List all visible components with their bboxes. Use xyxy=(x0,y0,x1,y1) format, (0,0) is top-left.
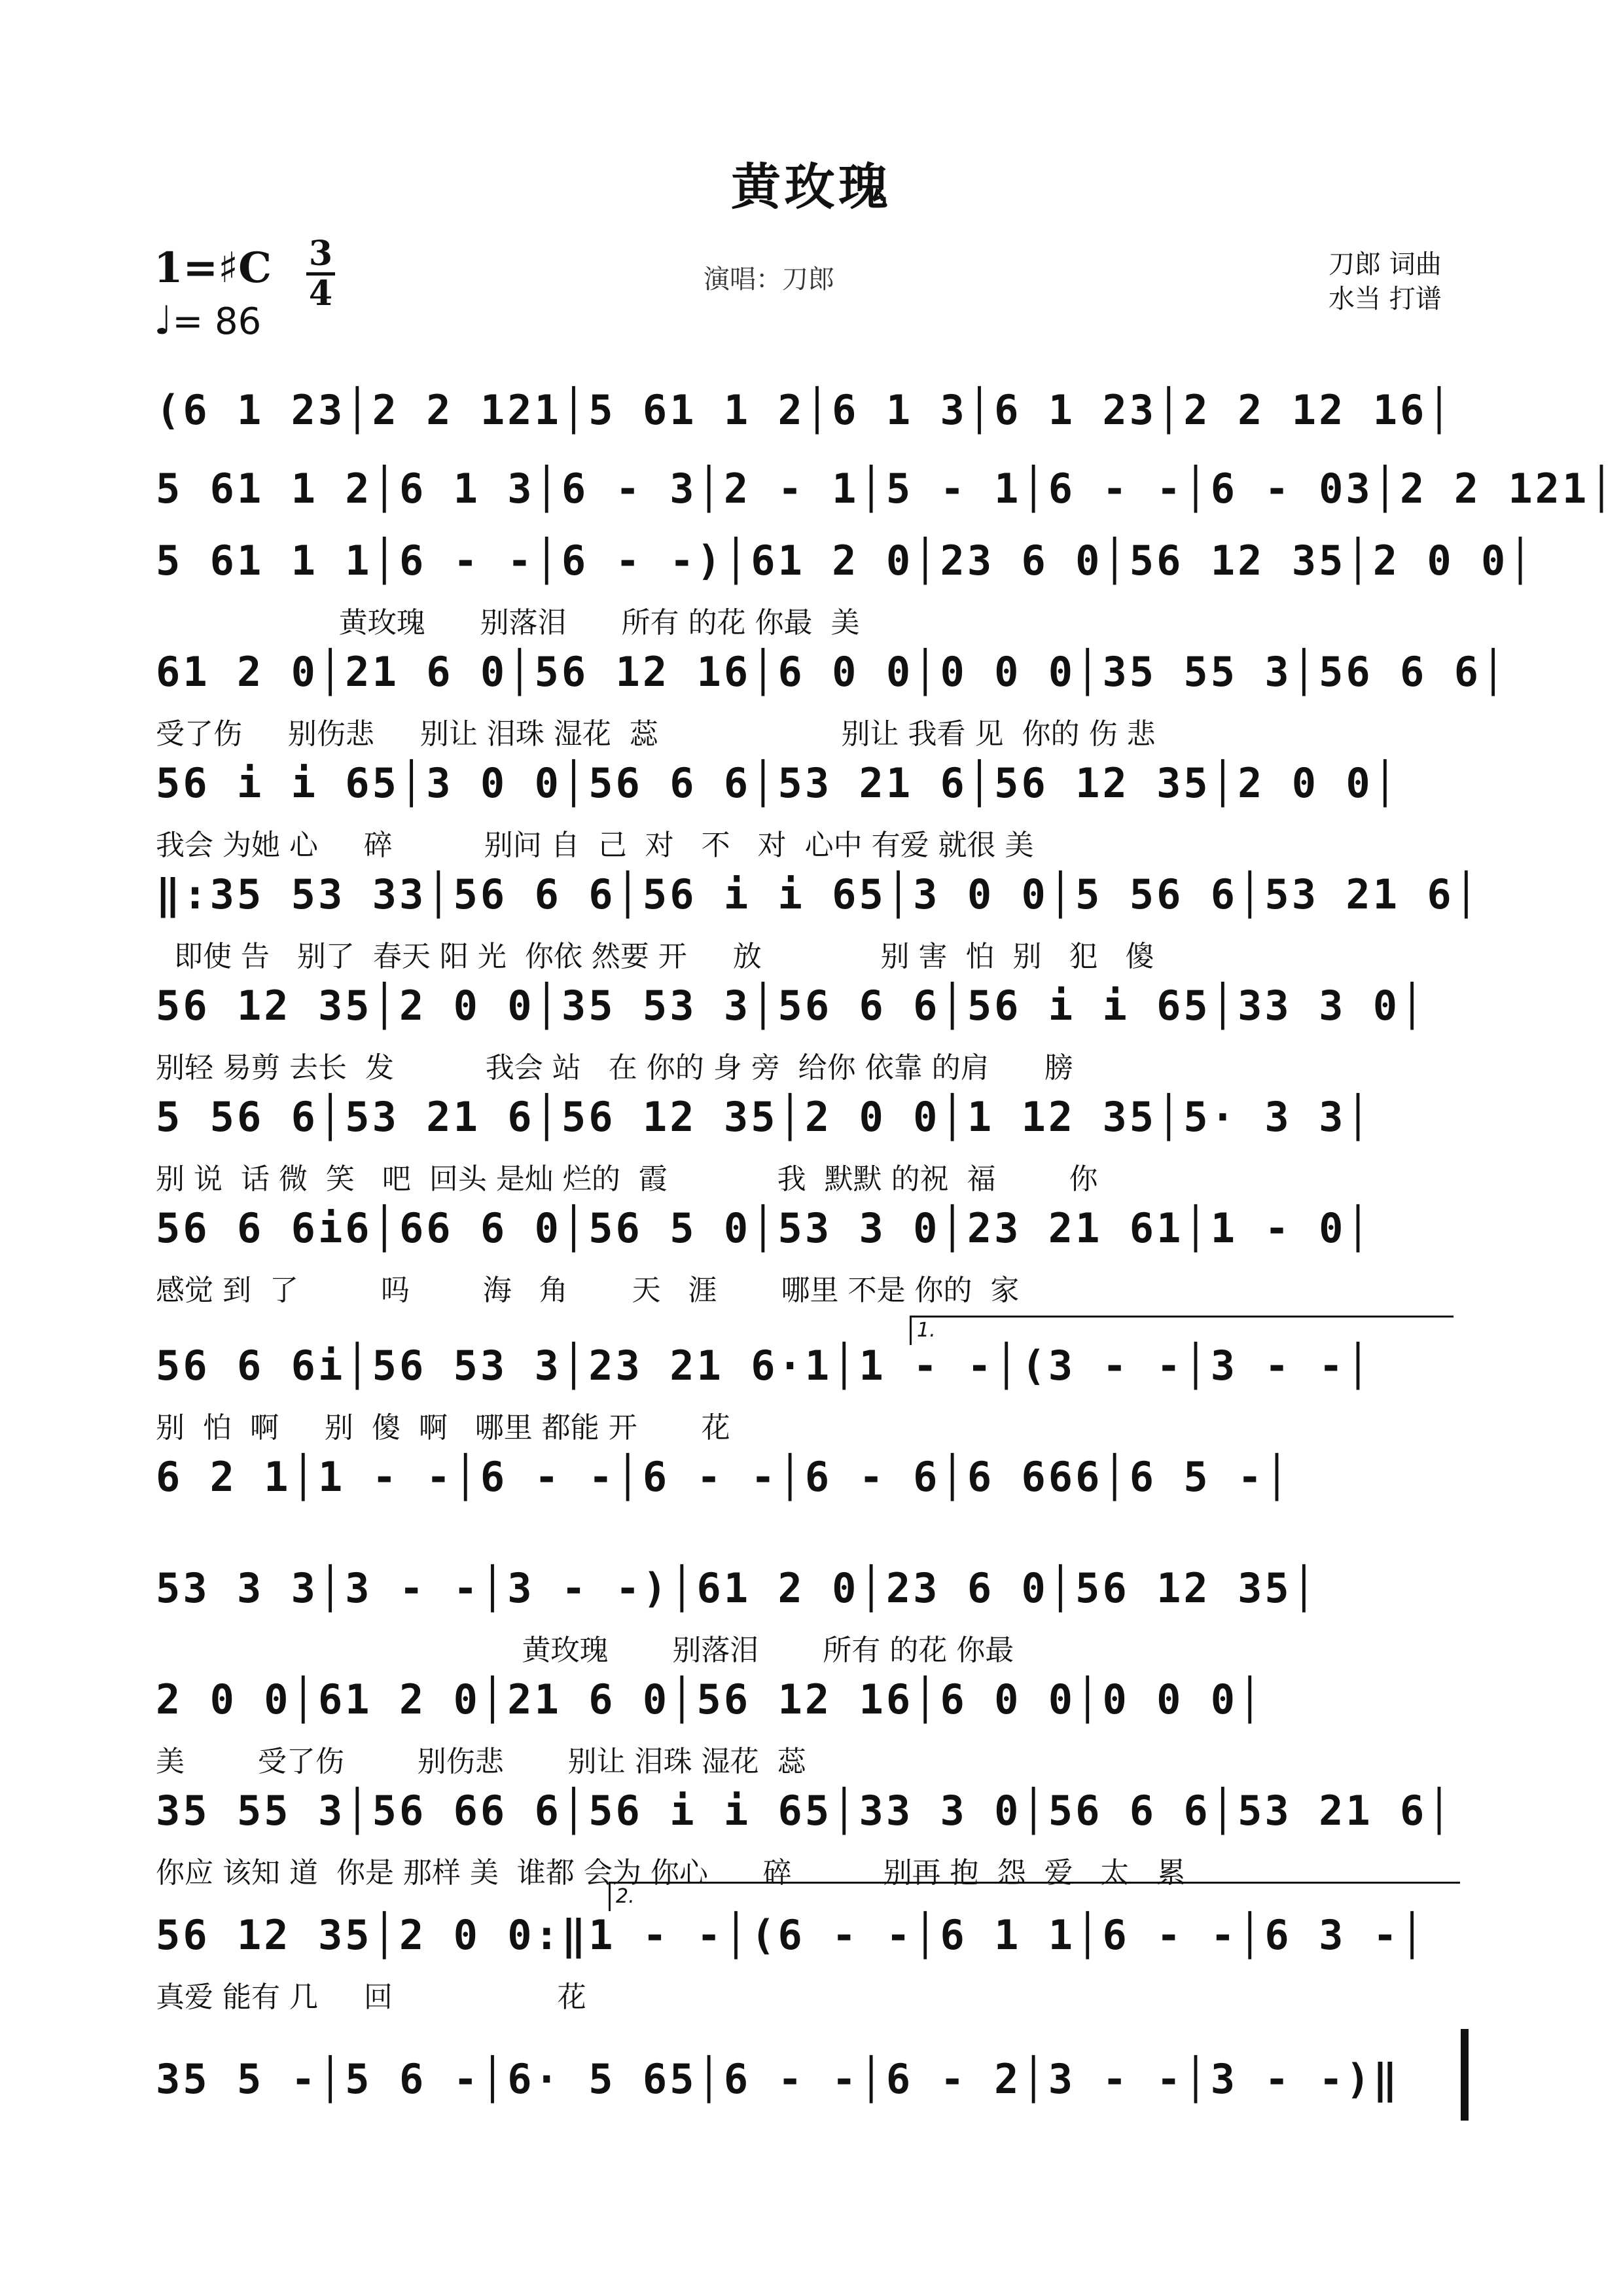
lyric-line-13: 美 受了伤 别伤悲 别让 泪珠 湿花 蕊 xyxy=(156,1745,806,1778)
lyric-line-3: 黄玫瑰 别落泪 所有 的花 你最 美 xyxy=(156,606,860,639)
score-line-4: 61 2 0│21 6 0│56 12 16│6 0 0│0 0 0│35 55 3│56 6 6│ xyxy=(156,648,1508,696)
time-denominator: 4 xyxy=(308,274,333,314)
lyric-line-8: 别 说 话 微 笑 吧 回头 是灿 烂的 霞 我 默默 的祝 福 你 xyxy=(156,1162,1098,1196)
second-ending-bracket: 2. xyxy=(609,1882,1460,1911)
score-line-1: (6 1 23│2 2 121│5 61 1 2│6 1 3│6 1 23│2 2 12 16│ xyxy=(156,386,1454,434)
lyric-line-7: 别轻 易剪 去长 发 我会 站 在 你的 身 旁 给你 依靠 的肩 膀 xyxy=(156,1051,1073,1085)
time-numerator: 3 xyxy=(308,234,333,274)
score-line-16: 35 5 -│5 6 -│6· 5 65│6 - -│6 - 2│3 - -│3 - -)‖ xyxy=(156,2055,1400,2103)
score-line-7: 56 12 35│2 0 0│35 53 3│56 6 6│56 i i 65│33 3 0│ xyxy=(156,982,1427,1030)
lyric-line-4: 受了伤 别伤悲 别让 泪珠 湿花 蕊 别让 我看 见 你的 伤 悲 xyxy=(156,717,1156,751)
score-line-5: 56 i i 65│3 0 0│56 6 6│53 21 6│56 12 35│2 0 0│ xyxy=(156,759,1400,807)
score-line-8: 5 56 6│53 21 6│56 12 35│2 0 0│1 12 35│5· 3 3│ xyxy=(156,1093,1373,1141)
lyric-line-14: 你应 该知 道 你是 那样 美 谁都 会为 你心 碎 别再 抱 怨 爱 太 累 xyxy=(156,1856,1186,1890)
score-line-14: 35 55 3│56 66 6│56 i i 65│33 3 0│56 6 6│53 21 6│ xyxy=(156,1787,1454,1835)
quarter-note-icon: ♩ xyxy=(154,298,173,344)
tempo-value: = 86 xyxy=(172,300,262,343)
lyric-line-9: 感觉 到 了 吗 海 角 天 涯 哪里 不是 你的 家 xyxy=(156,1274,1020,1307)
lyrics-credit: 刀郎 词曲 xyxy=(1329,249,1442,279)
score-line-2: 5 61 1 2│6 1 3│6 - 3│2 - 1│5 - 1│6 - -│6 - 03│2 2 121│ xyxy=(156,465,1616,512)
score-line-10: 56 6 6i│56 53 3│23 21 6·1│1 - -│(3 - -│3 - -│ xyxy=(156,1342,1373,1390)
singer-credit: 演唱：刀郎 xyxy=(704,264,834,295)
lyric-line-10: 别 怕 啊 别 傻 啊 哪里 都能 开 花 xyxy=(156,1411,730,1444)
tempo-marking xyxy=(154,298,261,344)
first-ending-bracket: 1. xyxy=(910,1316,1454,1345)
lyric-line-15: 真爱 能有 几 回 花 xyxy=(156,1981,586,2014)
key-signature: 1=♯C xyxy=(154,243,272,293)
lyric-line-6: 即使 告 别了 春天 阳 光 你依 然要 开 放 别 害 怕 别 犯 傻 xyxy=(156,940,1154,973)
time-signature xyxy=(306,236,335,312)
score-line-13: 2 0 0│61 2 0│21 6 0│56 12 16│6 0 0│0 0 0│ xyxy=(156,1676,1265,1723)
score-line-6: ‖:35 53 33│56 6 6│56 i i 65│3 0 0│5 56 6│53 21 6│ xyxy=(156,870,1482,918)
score-line-15: 56 12 35│2 0 0:‖1 - -│(6 - -│6 1 1│6 - -│6 3 -│ xyxy=(156,1911,1427,1959)
score-line-9: 56 6 6i6│66 6 0│56 5 0│53 3 0│23 21 61│1 - 0│ xyxy=(156,1204,1373,1252)
score-line-12: 53 3 3│3 - -│3 - -)│61 2 0│23 6 0│56 12 35│ xyxy=(156,1564,1319,1612)
final-barline xyxy=(1461,2029,1469,2121)
score-line-3: 5 61 1 1│6 - -│6 - -)│61 2 0│23 6 0│56 12 35│2 0 0│ xyxy=(156,537,1535,584)
score-line-11: 6 2 1│1 - -│6 - -│6 - -│6 - 6│6 666│6 5 -│ xyxy=(156,1453,1292,1501)
score-credit: 水当 打谱 xyxy=(1329,284,1442,314)
song-title: 黄玫瑰 xyxy=(731,158,892,216)
lyric-line-12: 黄玫瑰 别落泪 所有 的花 你最 xyxy=(156,1634,1014,1667)
lyric-line-5: 我会 为她 心 碎 别问 自 己 对 不 对 心中 有爱 就很 美 xyxy=(156,829,1034,862)
